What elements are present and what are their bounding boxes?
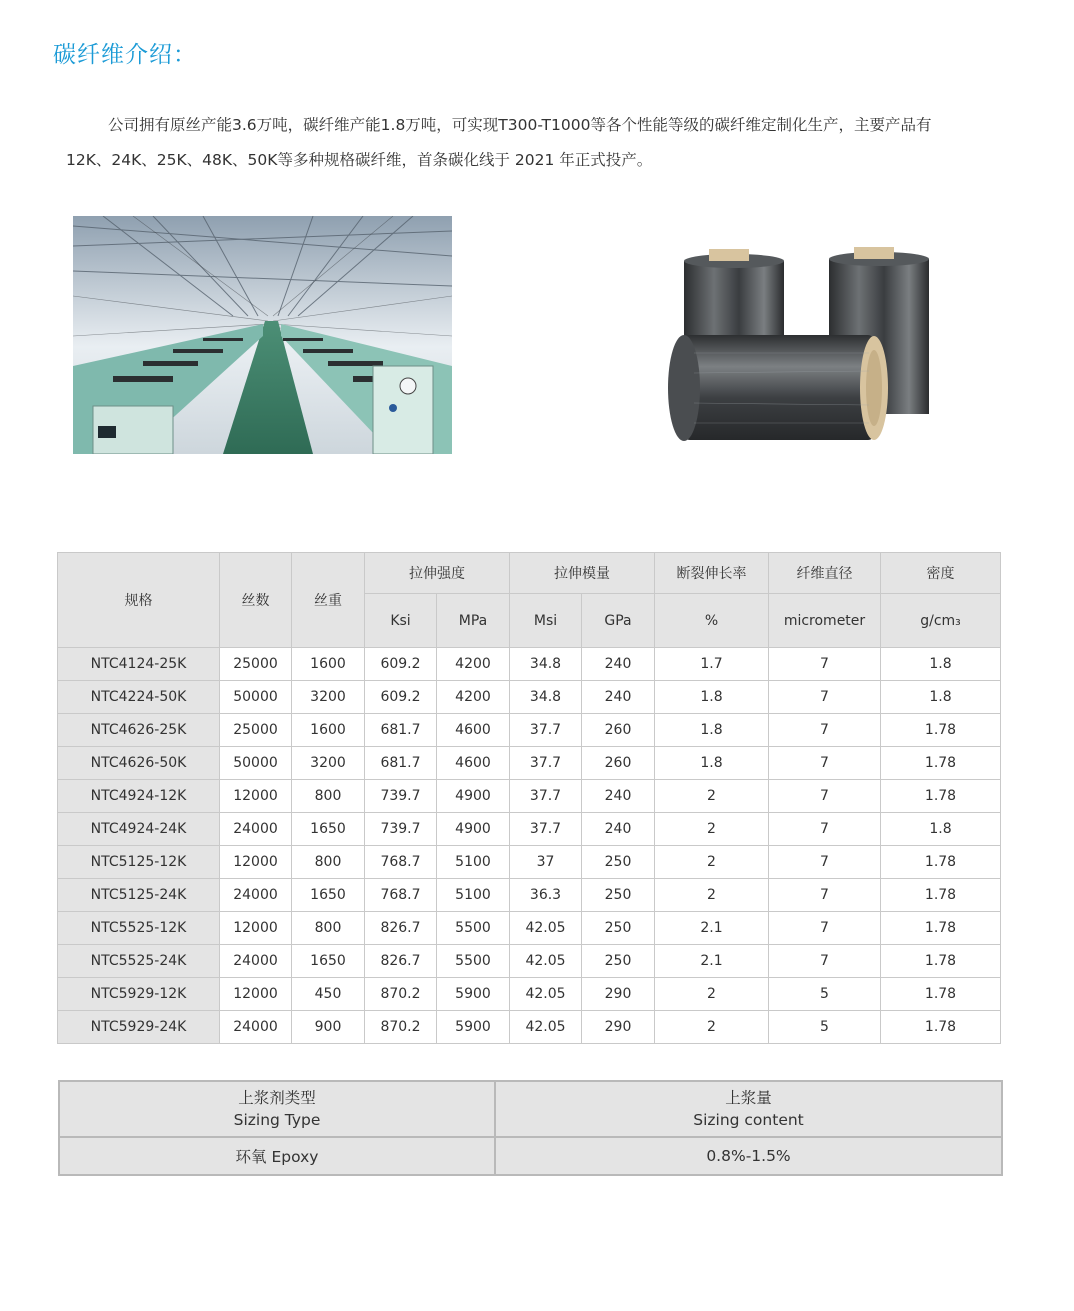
spec-table-body: [58, 648, 1001, 1044]
table-cell: 290: [582, 978, 655, 1011]
table-cell: 768.7: [365, 879, 437, 912]
unit-percent: %: [655, 594, 769, 648]
table-cell: 3200: [292, 747, 365, 780]
table-cell: 800: [292, 780, 365, 813]
table-row: [58, 1011, 1001, 1044]
table-cell: 739.7: [365, 780, 437, 813]
header-weight: 丝重: [292, 553, 365, 648]
row-spec-cell: NTC5525-24K: [58, 945, 220, 978]
table-cell: 4600: [437, 714, 510, 747]
table-cell: 7: [769, 879, 881, 912]
table-cell: 1.8: [881, 813, 1001, 846]
intro-paragraph: [66, 108, 1006, 178]
table-cell: 7: [769, 681, 881, 714]
sizing-type-header: [59, 1081, 495, 1137]
table-cell: 1.78: [881, 747, 1001, 780]
table-cell: 5: [769, 978, 881, 1011]
table-cell: 25000: [220, 648, 292, 681]
table-cell: 1600: [292, 648, 365, 681]
table-cell: 1.78: [881, 1011, 1001, 1044]
table-cell: 37.7: [510, 813, 582, 846]
table-cell: 2: [655, 780, 769, 813]
unit-msi: Msi: [510, 594, 582, 648]
row-spec-cell: NTC5929-24K: [58, 1011, 220, 1044]
table-cell: 826.7: [365, 945, 437, 978]
table-row: [58, 714, 1001, 747]
table-cell: 12000: [220, 846, 292, 879]
table-cell: 450: [292, 978, 365, 1011]
table-cell: 5900: [437, 1011, 510, 1044]
row-spec-cell: NTC4924-24K: [58, 813, 220, 846]
table-cell: 609.2: [365, 648, 437, 681]
table-cell: 1.78: [881, 780, 1001, 813]
table-cell: 7: [769, 780, 881, 813]
table-cell: 24000: [220, 813, 292, 846]
table-cell: 2: [655, 978, 769, 1011]
table-cell: 34.8: [510, 648, 582, 681]
table-cell: 739.7: [365, 813, 437, 846]
table-cell: 7: [769, 945, 881, 978]
table-row: [58, 912, 1001, 945]
sizing-type-value: 环氧 Epoxy: [59, 1137, 495, 1175]
table-cell: 1.8: [655, 714, 769, 747]
table-cell: 870.2: [365, 978, 437, 1011]
header-diameter: 纤维直径: [769, 553, 881, 594]
table-row: [58, 681, 1001, 714]
table-cell: 240: [582, 813, 655, 846]
table-cell: 3200: [292, 681, 365, 714]
table-cell: 4600: [437, 747, 510, 780]
table-cell: 37.7: [510, 747, 582, 780]
table-cell: 1.78: [881, 945, 1001, 978]
table-cell: 24000: [220, 879, 292, 912]
header-tensile-modulus: 拉伸模量: [510, 553, 655, 594]
table-cell: 2.1: [655, 912, 769, 945]
sizing-table: [58, 1080, 1003, 1176]
table-cell: 768.7: [365, 846, 437, 879]
unit-density: g/cm₃: [881, 594, 1001, 648]
table-cell: 24000: [220, 1011, 292, 1044]
unit-micrometer: micrometer: [769, 594, 881, 648]
table-row: [58, 747, 1001, 780]
table-row: [58, 879, 1001, 912]
table-cell: 2: [655, 1011, 769, 1044]
header-density: 密度: [881, 553, 1001, 594]
table-cell: 240: [582, 681, 655, 714]
table-row: [58, 648, 1001, 681]
intro-line-1: 公司拥有原丝产能3.6万吨，碳纤维产能1.8万吨，可实现T300-T1000等各个性能等级的碳纤维定制化生产，主要产品有: [108, 116, 932, 134]
table-row: [58, 846, 1001, 879]
table-cell: 681.7: [365, 747, 437, 780]
table-cell: 42.05: [510, 945, 582, 978]
table-cell: 2: [655, 846, 769, 879]
intro-line-2: 12K、24K、25K、48K、50K等多种规格碳纤维，首条碳化线于 2021 年正式投产。: [66, 151, 653, 169]
row-spec-cell: NTC5125-24K: [58, 879, 220, 912]
table-cell: 42.05: [510, 912, 582, 945]
table-cell: 240: [582, 648, 655, 681]
table-cell: 4200: [437, 681, 510, 714]
table-row: [58, 978, 1001, 1011]
table-cell: 1.78: [881, 714, 1001, 747]
unit-gpa: GPa: [582, 594, 655, 648]
table-cell: 7: [769, 648, 881, 681]
table-cell: 800: [292, 846, 365, 879]
table-cell: 37.7: [510, 714, 582, 747]
table-cell: 7: [769, 714, 881, 747]
table-cell: 870.2: [365, 1011, 437, 1044]
table-cell: 290: [582, 1011, 655, 1044]
table-cell: 240: [582, 780, 655, 813]
table-cell: 1650: [292, 945, 365, 978]
header-tensile-strength: 拉伸强度: [365, 553, 510, 594]
table-cell: 250: [582, 846, 655, 879]
table-cell: 1.78: [881, 879, 1001, 912]
unit-ksi: Ksi: [365, 594, 437, 648]
table-cell: 1.8: [655, 747, 769, 780]
table-cell: 50000: [220, 747, 292, 780]
table-cell: 1600: [292, 714, 365, 747]
table-cell: 5500: [437, 945, 510, 978]
table-cell: 5: [769, 1011, 881, 1044]
table-cell: 1.8: [655, 681, 769, 714]
table-cell: 1650: [292, 879, 365, 912]
table-cell: 50000: [220, 681, 292, 714]
row-spec-cell: NTC4224-50K: [58, 681, 220, 714]
table-cell: 7: [769, 813, 881, 846]
table-cell: 42.05: [510, 1011, 582, 1044]
sizing-content-value: 0.8%-1.5%: [495, 1137, 1002, 1175]
table-cell: 24000: [220, 945, 292, 978]
sizing-content-header: [495, 1081, 1002, 1137]
table-cell: 5100: [437, 846, 510, 879]
table-cell: 250: [582, 945, 655, 978]
table-cell: 260: [582, 714, 655, 747]
table-row: [58, 780, 1001, 813]
table-cell: 7: [769, 846, 881, 879]
table-cell: 2: [655, 879, 769, 912]
table-cell: 7: [769, 912, 881, 945]
table-cell: 7: [769, 747, 881, 780]
table-cell: 260: [582, 747, 655, 780]
table-row: [58, 813, 1001, 846]
table-cell: 12000: [220, 780, 292, 813]
table-cell: 12000: [220, 978, 292, 1011]
table-cell: 37.7: [510, 780, 582, 813]
row-spec-cell: NTC4626-50K: [58, 747, 220, 780]
carbon-fiber-spools-photo: [664, 243, 929, 446]
row-spec-cell: NTC4924-12K: [58, 780, 220, 813]
unit-mpa: MPa: [437, 594, 510, 648]
sizing-content-header-en: Sizing content: [693, 1111, 804, 1129]
table-cell: 1650: [292, 813, 365, 846]
sizing-type-header-en: Sizing Type: [233, 1111, 321, 1129]
table-cell: 800: [292, 912, 365, 945]
table-cell: 900: [292, 1011, 365, 1044]
row-spec-cell: NTC4124-25K: [58, 648, 220, 681]
table-cell: 4200: [437, 648, 510, 681]
table-cell: 25000: [220, 714, 292, 747]
table-cell: 34.8: [510, 681, 582, 714]
row-spec-cell: NTC5929-12K: [58, 978, 220, 1011]
table-cell: 4900: [437, 813, 510, 846]
table-cell: 681.7: [365, 714, 437, 747]
table-cell: 250: [582, 912, 655, 945]
table-cell: 1.78: [881, 912, 1001, 945]
table-cell: 5900: [437, 978, 510, 1011]
page-title: 碳纤维介绍：: [53, 42, 197, 68]
table-cell: 12000: [220, 912, 292, 945]
table-cell: 36.3: [510, 879, 582, 912]
factory-photo: [73, 216, 452, 454]
table-row: [58, 945, 1001, 978]
table-cell: 609.2: [365, 681, 437, 714]
row-spec-cell: NTC5525-12K: [58, 912, 220, 945]
table-cell: 2: [655, 813, 769, 846]
sizing-content-header-cn: 上浆量: [725, 1089, 772, 1107]
table-cell: 826.7: [365, 912, 437, 945]
table-cell: 1.8: [881, 681, 1001, 714]
table-cell: 42.05: [510, 978, 582, 1011]
spec-table: [57, 552, 1001, 1044]
header-elongation: 断裂伸长率: [655, 553, 769, 594]
table-cell: 2.1: [655, 945, 769, 978]
table-cell: 5500: [437, 912, 510, 945]
table-cell: 1.78: [881, 846, 1001, 879]
header-filaments: 丝数: [220, 553, 292, 648]
table-cell: 5100: [437, 879, 510, 912]
table-cell: 250: [582, 879, 655, 912]
row-spec-cell: NTC4626-25K: [58, 714, 220, 747]
sizing-type-header-cn: 上浆剂类型: [238, 1089, 316, 1107]
table-cell: 1.7: [655, 648, 769, 681]
row-spec-cell: NTC5125-12K: [58, 846, 220, 879]
table-cell: 37: [510, 846, 582, 879]
table-cell: 1.8: [881, 648, 1001, 681]
header-spec: 规格: [58, 553, 220, 648]
table-cell: 1.78: [881, 978, 1001, 1011]
table-cell: 4900: [437, 780, 510, 813]
